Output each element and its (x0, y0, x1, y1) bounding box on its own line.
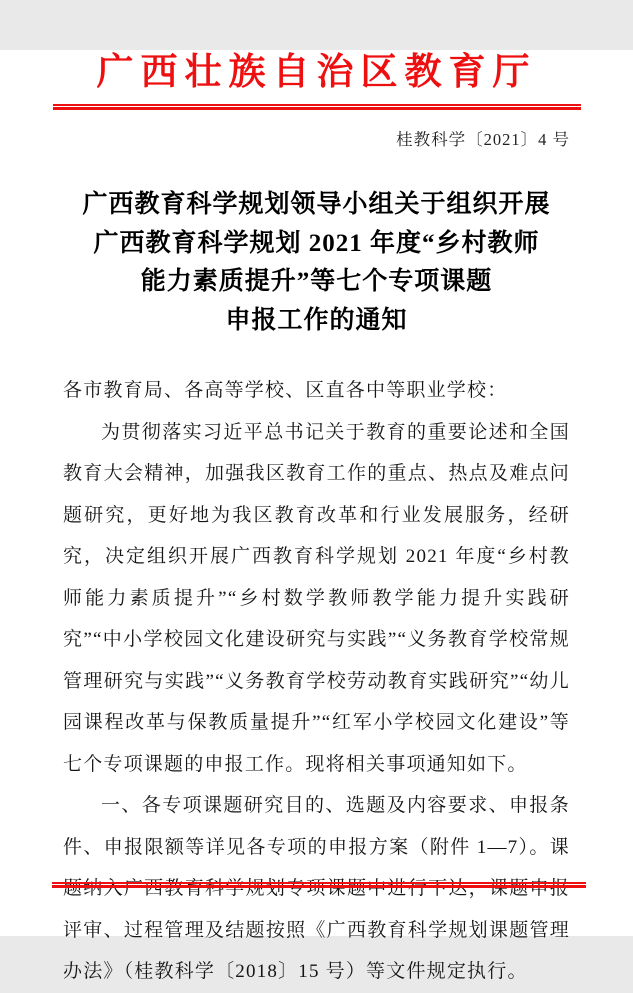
document-body (0, 370, 633, 993)
document-page (0, 50, 633, 982)
title-line-4: 申报工作的通知 (225, 306, 408, 334)
body-paragraph-2: 一、各专项课题研究目的、选题及内容要求、申报条件、申报限额等详见各专项的申报方案（附件 1—7）。课题纳入广西教育科学规划专项课题中进行下达，课题申报评审、过程管理及结题按照《广西教育科学规划课题管理办法》（桂教科学〔2018〕15 号）等文件规定执行。 (63, 795, 570, 982)
title-line-3: 能力素质提升”等七个专项课题 (140, 268, 493, 295)
document-number: 桂教科学〔2021〕4 号 (396, 130, 570, 149)
footer-red-divider (52, 882, 586, 888)
title-line-2: 广西教育科学规划 2021 年度“乡村教师 (93, 229, 540, 257)
agency-name-header: 广西壮族自治区教育厅 (96, 52, 537, 93)
header-red-divider (53, 104, 581, 110)
body-paragraph-1: 为贯彻落实习近平总书记关于教育的重要论述和全国教育大会精神，加强我区教育工作的重点、热点及难点问题研究，更好地为我区教育改革和行业发展服务，经研究，决定组织开展广西教育科学规划 2021 年度“乡村教师能力素质提升”“乡村数学教师教学能力提升实践研究”“中小学校园文化建设研究与实践”“义务教育学校常规管理研究与实践”“义务教育学校劳动教育实践研究”“幼儿园课程改革与保教质量提升”“红军小学校园文化建设”等七个专项课题的申报工作。现将相关事项通知如下。 (63, 421, 570, 775)
document-title (0, 186, 633, 340)
salutation-line: 各市教育局、各高等学校、区直各中等职业学校： (63, 380, 508, 401)
title-line-1: 广西教育科学规划领导小组关于组织开展 (82, 191, 551, 218)
